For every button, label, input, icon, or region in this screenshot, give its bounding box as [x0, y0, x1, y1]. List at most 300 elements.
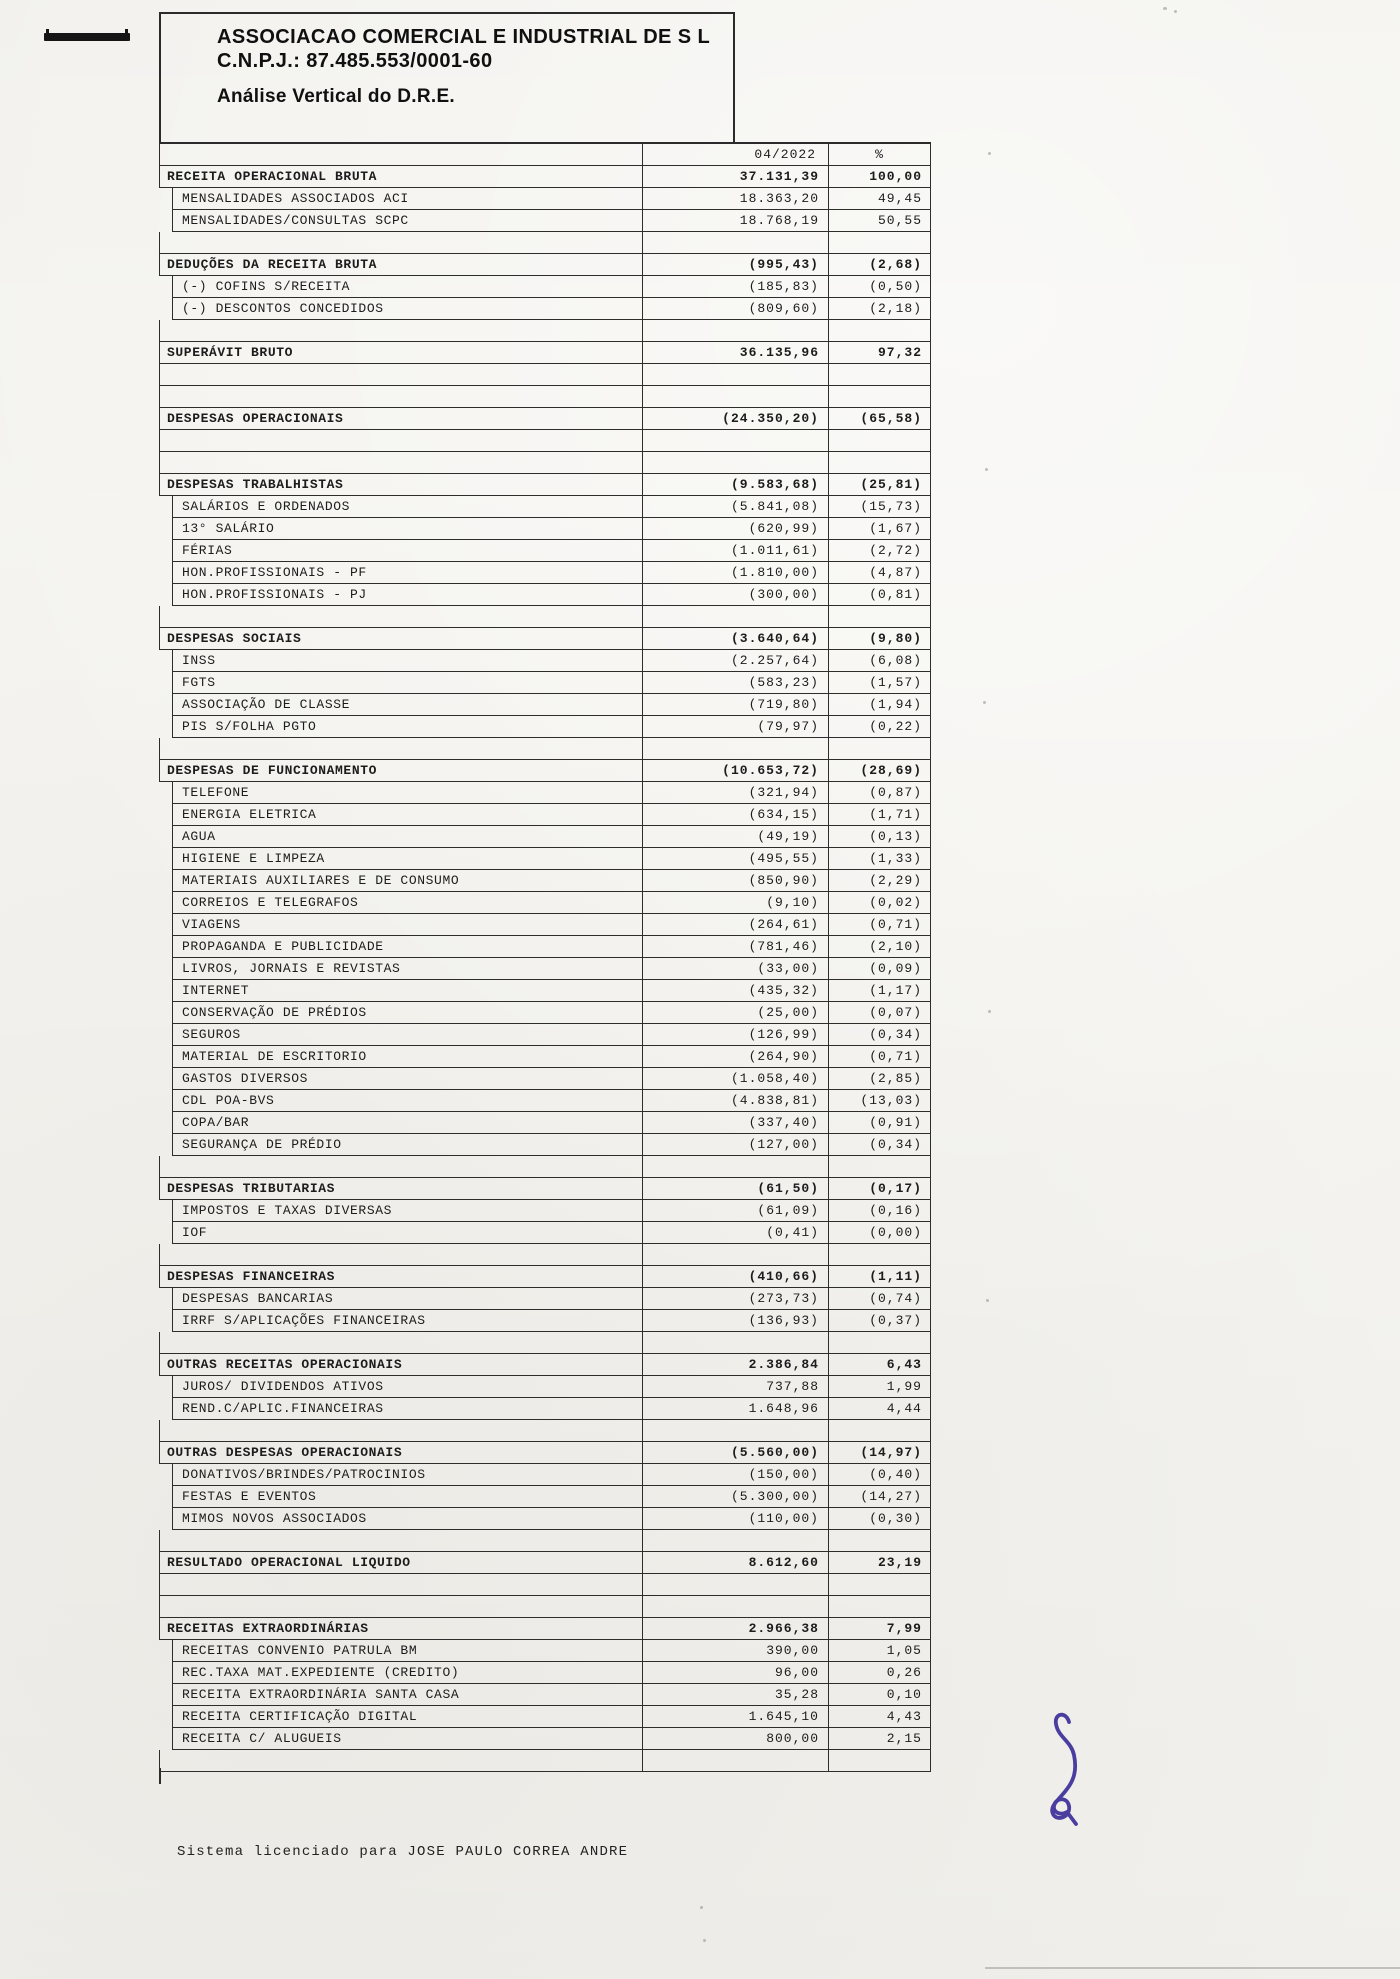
row-label — [160, 1750, 642, 1771]
row-label — [160, 232, 642, 253]
row-percent: % — [828, 144, 930, 165]
pen-signature — [1044, 1708, 1104, 1832]
table-row — [172, 914, 931, 936]
row-value — [642, 738, 828, 759]
row-label: INSS — [182, 653, 216, 668]
row-label — [160, 1596, 642, 1617]
row-label: MENSALIDADES ASSOCIADOS ACI — [182, 191, 409, 206]
row-label — [160, 386, 642, 407]
table-row — [159, 1552, 931, 1574]
row-value: 04/2022 — [642, 144, 828, 165]
table-row — [172, 1046, 931, 1068]
table-row — [172, 1200, 931, 1222]
row-percent: (14,27) — [828, 1486, 930, 1507]
row-value: (620,99) — [642, 518, 828, 539]
row-value: (9.583,68) — [642, 474, 828, 495]
row-percent: (0,71) — [828, 914, 930, 935]
row-value: (809,60) — [642, 298, 828, 319]
table-row — [172, 1222, 931, 1244]
row-label: RECEITA EXTRAORDINÁRIA SANTA CASA — [182, 1687, 460, 1702]
row-value — [642, 1574, 828, 1595]
row-value: (719,80) — [642, 694, 828, 715]
row-value — [642, 1244, 828, 1265]
row-percent: (0,00) — [828, 1222, 930, 1243]
table-row — [172, 826, 931, 848]
row-value: 1.645,10 — [642, 1706, 828, 1727]
row-percent: (9,80) — [828, 628, 930, 649]
row-value: 390,00 — [642, 1640, 828, 1661]
row-percent — [828, 1420, 930, 1441]
row-percent — [828, 452, 930, 473]
row-value: (435,32) — [642, 980, 828, 1001]
row-value: (634,15) — [642, 804, 828, 825]
row-value: (264,61) — [642, 914, 828, 935]
spacer-row — [159, 364, 931, 386]
row-value: (583,23) — [642, 672, 828, 693]
row-percent: (2,18) — [828, 298, 930, 319]
row-label: CDL POA-BVS — [182, 1093, 275, 1108]
row-value — [642, 1420, 828, 1441]
table-row — [159, 628, 931, 650]
row-label: MATERIAIS AUXILIARES E DE CONSUMO — [182, 873, 460, 888]
row-value: (264,90) — [642, 1046, 828, 1067]
row-value — [642, 1596, 828, 1617]
spacer-row — [159, 1156, 931, 1178]
table-row — [159, 1178, 931, 1200]
row-value: (185,83) — [642, 276, 828, 297]
row-value: (79,97) — [642, 716, 828, 737]
row-label — [160, 1156, 642, 1177]
spacer-row — [159, 452, 931, 474]
row-label: DESPESAS OPERACIONAIS — [167, 411, 344, 426]
row-label: (-) DESCONTOS CONCEDIDOS — [182, 301, 384, 316]
table-row — [172, 958, 931, 980]
table-row — [172, 980, 931, 1002]
row-percent: 0,10 — [828, 1684, 930, 1705]
row-percent: (0,16) — [828, 1200, 930, 1221]
row-percent: 1,99 — [828, 1376, 930, 1397]
scan-speck — [703, 1939, 706, 1942]
row-label: DESPESAS TRIBUTARIAS — [167, 1181, 336, 1196]
row-label: PIS S/FOLHA PGTO — [182, 719, 317, 734]
row-value: 800,00 — [642, 1728, 828, 1749]
row-label: IOF — [182, 1225, 208, 1240]
row-label: RECEITAS EXTRAORDINÁRIAS — [167, 1621, 369, 1636]
row-value: (5.560,00) — [642, 1442, 828, 1463]
row-label: IMPOSTOS E TAXAS DIVERSAS — [182, 1203, 393, 1218]
scan-speck — [988, 1010, 991, 1013]
row-value: (61,09) — [642, 1200, 828, 1221]
row-label: HIGIENE E LIMPEZA — [182, 851, 325, 866]
row-percent: (1,33) — [828, 848, 930, 869]
row-label: HON.PROFISSIONAIS - PF — [182, 565, 367, 580]
row-value: (5.300,00) — [642, 1486, 828, 1507]
spacer-row — [159, 1574, 931, 1596]
row-percent — [828, 1244, 930, 1265]
row-value — [642, 1332, 828, 1353]
row-percent — [828, 1574, 930, 1595]
row-percent — [828, 738, 930, 759]
table-row — [159, 760, 931, 782]
table-row — [172, 1640, 931, 1662]
row-percent: (1,94) — [828, 694, 930, 715]
row-label: VIAGENS — [182, 917, 241, 932]
row-value: 37.131,39 — [642, 166, 828, 187]
row-value: 1.648,96 — [642, 1398, 828, 1419]
table-row — [172, 694, 931, 716]
table-row — [172, 870, 931, 892]
scan-speck — [983, 701, 986, 704]
row-label: REND.C/APLIC.FINANCEIRAS — [182, 1401, 384, 1416]
row-percent: 1,05 — [828, 1640, 930, 1661]
table-row — [172, 1706, 931, 1728]
row-value: (1.058,40) — [642, 1068, 828, 1089]
row-value: 2.966,38 — [642, 1618, 828, 1639]
table-row — [172, 210, 931, 232]
row-label: SALÁRIOS E ORDENADOS — [182, 499, 351, 514]
scan-speck — [988, 152, 991, 155]
row-percent: 4,44 — [828, 1398, 930, 1419]
row-label: INTERNET — [182, 983, 250, 998]
row-value — [642, 1530, 828, 1551]
table-row — [159, 342, 931, 364]
row-label: GASTOS DIVERSOS — [182, 1071, 309, 1086]
row-value: 35,28 — [642, 1684, 828, 1705]
row-value: (25,00) — [642, 1002, 828, 1023]
table-row — [172, 276, 931, 298]
scan-speck — [1174, 10, 1177, 13]
row-label: RECEITA C/ ALUGUEIS — [182, 1731, 342, 1746]
spacer-row — [159, 1596, 931, 1618]
row-label: CORREIOS E TELEGRAFOS — [182, 895, 359, 910]
table-left-border-tail — [159, 1768, 161, 1784]
table-row — [159, 1618, 931, 1640]
row-percent: 49,45 — [828, 188, 930, 209]
company-name: ASSOCIACAO COMERCIAL E INDUSTRIAL DE S L — [217, 26, 711, 48]
row-percent — [828, 606, 930, 627]
row-percent: (25,81) — [828, 474, 930, 495]
row-value: (321,94) — [642, 782, 828, 803]
row-label: PROPAGANDA E PUBLICIDADE — [182, 939, 384, 954]
row-value: 18.768,19 — [642, 210, 828, 231]
table-row — [159, 408, 931, 430]
row-value — [642, 1156, 828, 1177]
table-row — [172, 298, 931, 320]
row-percent: (0,09) — [828, 958, 930, 979]
table-row — [172, 848, 931, 870]
row-label: DESPESAS FINANCEIRAS — [167, 1269, 336, 1284]
row-percent — [828, 364, 930, 385]
row-value: (126,99) — [642, 1024, 828, 1045]
spacer-row — [159, 1420, 931, 1442]
row-percent — [828, 1156, 930, 1177]
table-row — [172, 1728, 931, 1750]
table-row — [172, 496, 931, 518]
row-percent: (0,07) — [828, 1002, 930, 1023]
row-label: DESPESAS TRABALHISTAS — [167, 477, 344, 492]
table-row — [172, 1090, 931, 1112]
row-label: RECEITA OPERACIONAL BRUTA — [167, 169, 378, 184]
row-percent: 97,32 — [828, 342, 930, 363]
row-label — [160, 1244, 642, 1265]
row-value — [642, 430, 828, 451]
scan-edge-line — [985, 1967, 1400, 1969]
row-percent: 2,15 — [828, 1728, 930, 1749]
row-label: SEGUROS — [182, 1027, 241, 1042]
row-label — [160, 606, 642, 627]
row-label — [160, 1574, 642, 1595]
row-percent — [828, 1750, 930, 1771]
row-label — [160, 452, 642, 473]
row-percent: (2,68) — [828, 254, 930, 275]
row-percent: (0,30) — [828, 1508, 930, 1529]
row-label: HON.PROFISSIONAIS - PJ — [182, 587, 367, 602]
row-value: (300,00) — [642, 584, 828, 605]
row-label: LIVROS, JORNAIS E REVISTAS — [182, 961, 401, 976]
row-percent: (14,97) — [828, 1442, 930, 1463]
table-row — [172, 1002, 931, 1024]
table-row — [159, 474, 931, 496]
row-label: COPA/BAR — [182, 1115, 250, 1130]
table-row — [172, 1398, 931, 1420]
row-percent: (0,17) — [828, 1178, 930, 1199]
row-percent: (0,50) — [828, 276, 930, 297]
table-row — [159, 1354, 931, 1376]
row-percent: (0,13) — [828, 826, 930, 847]
table-row — [159, 166, 931, 188]
table-row — [159, 1266, 931, 1288]
table-row — [172, 1684, 931, 1706]
table-row — [172, 1112, 931, 1134]
report-title: Análise Vertical do D.R.E. — [217, 86, 455, 107]
row-percent: (28,69) — [828, 760, 930, 781]
row-label — [160, 144, 642, 165]
row-percent — [828, 1332, 930, 1353]
table-row — [172, 1508, 931, 1530]
spacer-row — [159, 1530, 931, 1552]
row-percent: (0,81) — [828, 584, 930, 605]
row-value: (410,66) — [642, 1266, 828, 1287]
row-value: (5.841,08) — [642, 496, 828, 517]
row-value — [642, 1750, 828, 1771]
row-percent: (4,87) — [828, 562, 930, 583]
row-label: OUTRAS RECEITAS OPERACIONAIS — [167, 1357, 403, 1372]
row-percent: (0,91) — [828, 1112, 930, 1133]
row-value: 96,00 — [642, 1662, 828, 1683]
row-percent: 0,26 — [828, 1662, 930, 1683]
row-label: MIMOS NOVOS ASSOCIADOS — [182, 1511, 367, 1526]
row-percent — [828, 232, 930, 253]
row-label — [160, 364, 642, 385]
row-percent: (1,57) — [828, 672, 930, 693]
row-value: (1.011,61) — [642, 540, 828, 561]
row-percent: (2,85) — [828, 1068, 930, 1089]
company-cnpj: C.N.P.J.: 87.485.553/0001-60 — [217, 50, 493, 72]
row-value: (33,00) — [642, 958, 828, 979]
spacer-row — [159, 232, 931, 254]
table-row — [172, 782, 931, 804]
table-row — [172, 1310, 931, 1332]
row-value: (49,19) — [642, 826, 828, 847]
row-value — [642, 452, 828, 473]
row-label: IRRF S/APLICAÇÕES FINANCEIRAS — [182, 1313, 426, 1328]
row-value — [642, 606, 828, 627]
row-percent: (1,17) — [828, 980, 930, 1001]
row-label: RECEITAS CONVENIO PATRULA BM — [182, 1643, 418, 1658]
table-row — [172, 936, 931, 958]
row-label: MENSALIDADES/CONSULTAS SCPC — [182, 213, 409, 228]
row-label — [160, 1332, 642, 1353]
row-percent: 100,00 — [828, 166, 930, 187]
row-value: (0,41) — [642, 1222, 828, 1243]
table-row — [172, 562, 931, 584]
row-value — [642, 386, 828, 407]
row-value — [642, 320, 828, 341]
scan-speck — [700, 1906, 703, 1909]
row-value: (10.653,72) — [642, 760, 828, 781]
row-label: FGTS — [182, 675, 216, 690]
row-label: DONATIVOS/BRINDES/PATROCINIOS — [182, 1467, 426, 1482]
row-percent: (0,40) — [828, 1464, 930, 1485]
row-percent: (0,34) — [828, 1134, 930, 1155]
row-value — [642, 232, 828, 253]
row-label: AGUA — [182, 829, 216, 844]
table-row — [172, 650, 931, 672]
row-percent: 23,19 — [828, 1552, 930, 1573]
row-percent: (13,03) — [828, 1090, 930, 1111]
pen-signature-stroke — [1052, 1715, 1076, 1824]
row-percent: (2,29) — [828, 870, 930, 891]
column-header-row — [159, 144, 931, 166]
row-label — [160, 738, 642, 759]
row-value: (781,46) — [642, 936, 828, 957]
row-label: RESULTADO OPERACIONAL LIQUIDO — [167, 1555, 411, 1570]
row-value: (2.257,64) — [642, 650, 828, 671]
table-row — [159, 254, 931, 276]
table-row — [172, 540, 931, 562]
row-label: (-) COFINS S/RECEITA — [182, 279, 351, 294]
row-percent: (0,71) — [828, 1046, 930, 1067]
row-percent: (0,74) — [828, 1288, 930, 1309]
spacer-row — [159, 738, 931, 760]
row-value: (337,40) — [642, 1112, 828, 1133]
row-value: (273,73) — [642, 1288, 828, 1309]
row-percent — [828, 430, 930, 451]
row-value: (850,90) — [642, 870, 828, 891]
spacer-row — [159, 320, 931, 342]
dre-table — [159, 142, 931, 1772]
row-label: FÉRIAS — [182, 543, 233, 558]
row-label: FESTAS E EVENTOS — [182, 1489, 317, 1504]
row-label: SEGURANÇA DE PRÉDIO — [182, 1137, 342, 1152]
row-label: DEDUÇÕES DA RECEITA BRUTA — [167, 257, 378, 272]
row-label — [160, 430, 642, 451]
row-percent: (15,73) — [828, 496, 930, 517]
row-percent: 7,99 — [828, 1618, 930, 1639]
row-value: (4.838,81) — [642, 1090, 828, 1111]
row-percent: 50,55 — [828, 210, 930, 231]
row-value: 8.612,60 — [642, 1552, 828, 1573]
table-row — [172, 1288, 931, 1310]
row-label: TELEFONE — [182, 785, 250, 800]
scan-mark-bar — [44, 33, 130, 41]
row-label: 13° SALÁRIO — [182, 521, 275, 536]
scan-speck — [985, 468, 988, 471]
row-percent: (0,87) — [828, 782, 930, 803]
table-row — [172, 716, 931, 738]
row-label: DESPESAS SOCIAIS — [167, 631, 302, 646]
row-value — [642, 364, 828, 385]
table-row — [172, 892, 931, 914]
table-row — [172, 584, 931, 606]
row-percent: (65,58) — [828, 408, 930, 429]
row-label: DESPESAS BANCARIAS — [182, 1291, 334, 1306]
row-value: (127,00) — [642, 1134, 828, 1155]
row-percent: (1,11) — [828, 1266, 930, 1287]
row-label — [160, 1530, 642, 1551]
table-row — [172, 518, 931, 540]
row-value: 737,88 — [642, 1376, 828, 1397]
row-label — [160, 1420, 642, 1441]
table-row — [172, 1486, 931, 1508]
row-value: (136,93) — [642, 1310, 828, 1331]
spacer-row — [159, 1750, 931, 1772]
table-row — [172, 1024, 931, 1046]
spacer-row — [159, 386, 931, 408]
row-percent: (2,10) — [828, 936, 930, 957]
license-footer: Sistema licenciado para JOSE PAULO CORREA ANDRE — [177, 1844, 629, 1860]
row-percent — [828, 1530, 930, 1551]
row-label: ASSOCIAÇÃO DE CLASSE — [182, 697, 351, 712]
table-row — [159, 1442, 931, 1464]
row-percent: (0,34) — [828, 1024, 930, 1045]
spacer-row — [159, 1332, 931, 1354]
table-row — [172, 1068, 931, 1090]
table-row — [172, 804, 931, 826]
row-percent — [828, 1596, 930, 1617]
row-label: JUROS/ DIVIDENDOS ATIVOS — [182, 1379, 384, 1394]
row-value: (995,43) — [642, 254, 828, 275]
row-label: SUPERÁVIT BRUTO — [167, 345, 294, 360]
row-label: OUTRAS DESPESAS OPERACIONAIS — [167, 1445, 403, 1460]
table-row — [172, 1464, 931, 1486]
table-row — [172, 1376, 931, 1398]
row-label: MATERIAL DE ESCRITORIO — [182, 1049, 367, 1064]
row-value: (9,10) — [642, 892, 828, 913]
row-label: REC.TAXA MAT.EXPEDIENTE (CREDITO) — [182, 1665, 460, 1680]
scan-speck — [1163, 7, 1167, 10]
spacer-row — [159, 430, 931, 452]
row-percent: (0,37) — [828, 1310, 930, 1331]
row-label: ENERGIA ELETRICA — [182, 807, 317, 822]
row-value: (24.350,20) — [642, 408, 828, 429]
spacer-row — [159, 606, 931, 628]
row-percent: (6,08) — [828, 650, 930, 671]
row-percent: (0,02) — [828, 892, 930, 913]
row-label: DESPESAS DE FUNCIONAMENTO — [167, 763, 378, 778]
table-row — [172, 1134, 931, 1156]
row-percent: (0,22) — [828, 716, 930, 737]
row-percent: (2,72) — [828, 540, 930, 561]
row-value: (150,00) — [642, 1464, 828, 1485]
row-percent — [828, 386, 930, 407]
row-percent: (1,67) — [828, 518, 930, 539]
spacer-row — [159, 1244, 931, 1266]
scan-speck — [986, 1299, 989, 1302]
row-value: (61,50) — [642, 1178, 828, 1199]
row-value: (110,00) — [642, 1508, 828, 1529]
row-value: 2.386,84 — [642, 1354, 828, 1375]
